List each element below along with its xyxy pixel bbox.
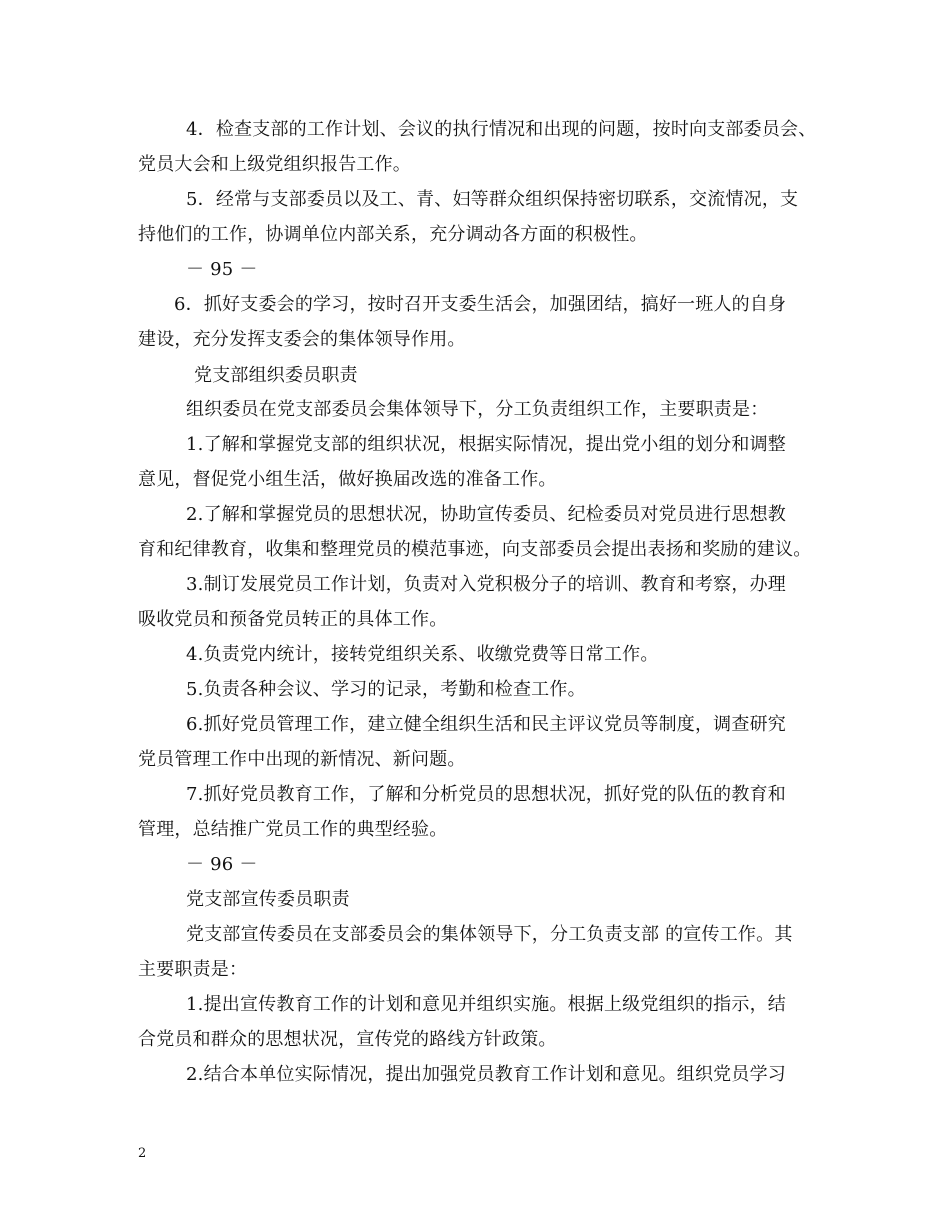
text-line: 吸收党员和预备党员转正的具体工作。 [138, 609, 448, 630]
text-line: 6．抓好支委会的学习，按时召开支委生活会，加强团结，搞好一班人的自身 [174, 294, 787, 315]
text-line: 4．检查支部的工作计划、会议的执行情况和出现的问题，按时向支部委员会、 [186, 119, 817, 140]
text-line: 6.抓好党员管理工作，建立健全组织生活和民主评议党员等制度，调查研究 [186, 714, 786, 735]
text-line: 主要职责是： [138, 959, 248, 980]
text-line: 5．经常与支部委员以及工、青、妇等群众组织保持密切联系，交流情况，支 [186, 189, 799, 210]
page-marker: － 95 － [186, 259, 258, 280]
text-line: 1.提出宣传教育工作的计划和意见并组织实施。根据上级党组织的指示，结 [186, 994, 786, 1015]
text-line: 2.了解和掌握党员的思想状况，协助宣传委员、纪检委员对党员进行思想教 [186, 504, 786, 525]
text-line: 组织委员在党支部委员会集体领导下，分工负责组织工作，主要职责是： [186, 399, 769, 420]
page-marker: － 96 － [186, 854, 258, 875]
text-line: 7.抓好党员教育工作，了解和分析党员的思想状况，抓好党的队伍的教育和 [186, 784, 786, 805]
text-line: 党员大会和上级党组织报告工作。 [138, 154, 411, 175]
text-line: 3.制订发展党员工作计划，负责对入党积极分子的培训、教育和考察，办理 [186, 574, 786, 595]
text-line: 党支部宣传委员在支部委员会的集体领导下，分工负责支部 的宣传工作。其 [186, 924, 793, 945]
text-line: 4.负责党内统计，接转党组织关系、收缴党费等日常工作。 [186, 644, 659, 665]
text-line: 管理，总结推广党员工作的典型经验。 [138, 819, 448, 840]
text-line: 建设，充分发挥支委会的集体领导作用。 [138, 329, 466, 350]
text-line: 5.负责各种会议、学习的记录，考勤和检查工作。 [186, 679, 586, 700]
text-line: 意见，督促党小组生活，做好换届改选的准备工作。 [138, 469, 557, 490]
text-line: 党员管理工作中出现的新情况、新问题。 [138, 749, 466, 770]
text-line: 合党员和群众的思想状况，宣传党的路线方针政策。 [138, 1029, 557, 1050]
text-line: 持他们的工作，协调单位内部关系，充分调动各方面的积极性。 [138, 224, 648, 245]
section-heading: 党支部宣传委员职责 [186, 889, 350, 910]
text-line: 1.了解和掌握党支部的组织状况，根据实际情况，提出党小组的划分和调整 [186, 434, 786, 455]
section-heading: 党支部组织委员职责 [194, 365, 358, 386]
page-number: 2 [138, 1146, 147, 1161]
text-line: 2.结合本单位实际情况，提出加强党员教育工作计划和意见。组织党员学习 [186, 1064, 786, 1085]
text-line: 育和纪律教育，收集和整理党员的模范事迹，向支部委员会提出表扬和奖励的建议。 [138, 539, 812, 560]
